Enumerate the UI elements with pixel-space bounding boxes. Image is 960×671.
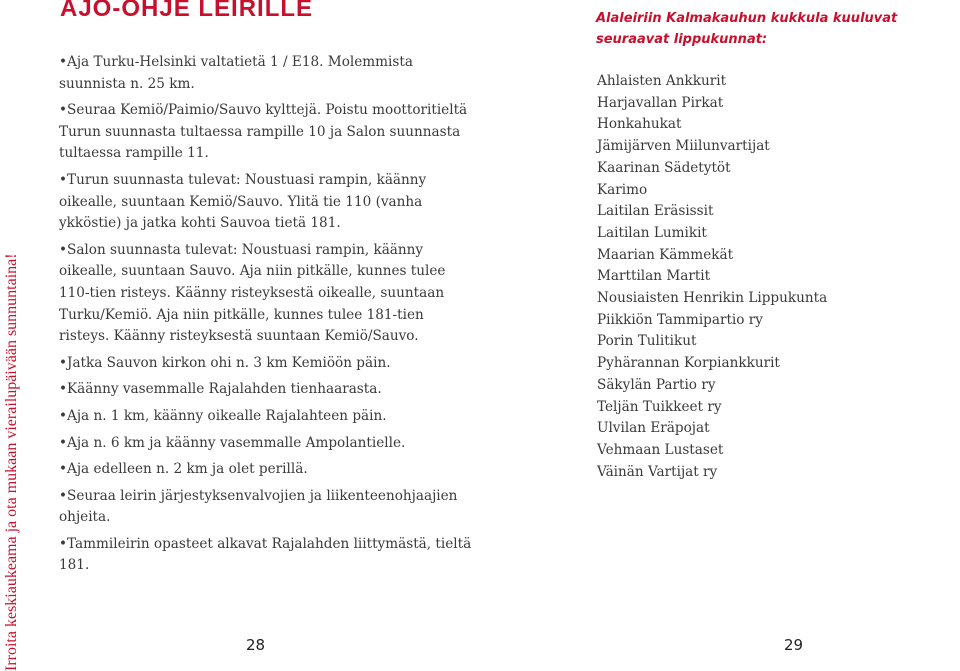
direction-text: Aja edelleen n. 2 km ja olet perillä. xyxy=(67,461,308,478)
page-number-left: 28 xyxy=(246,636,266,654)
troop-list-item: Piikkiön Tammipartio ry xyxy=(597,311,763,328)
troop-list-item: Ahlaisten Ankkurit xyxy=(597,73,727,89)
page-title: AJO-OHJE LEIRILLE xyxy=(60,0,314,22)
bullet-icon: • xyxy=(59,487,68,504)
direction-text: Aja Turku-Helsinki valtatietä 1 / E18. Molemmista suunnista n. 25 km. xyxy=(59,54,413,92)
direction-item xyxy=(55,534,475,577)
bullet-icon: • xyxy=(59,461,68,478)
direction-text: Aja n. 1 km, käänny oikealle Rajalahteen päin. xyxy=(67,407,387,424)
vertical-side-note xyxy=(2,0,22,671)
direction-text: Seuraa leirin järjestyksenvalvojien ja liikenteenohjaajien ohjeita. xyxy=(59,487,458,526)
bullet-icon: • xyxy=(59,407,68,424)
troop-list-item: Jämijärven Miilunvartijat xyxy=(597,138,770,155)
troop-list-item: Pyhärannan Korpiankkurit xyxy=(597,355,780,372)
direction-item xyxy=(55,486,475,529)
direction-text: Seuraa Kemiö/Paimio/Sauvo kylttejä. Poistu moottoritieltä Turun suunnasta tultaessa rampille 10 ja Salon suunnasta tultaessa rampille 11. xyxy=(59,102,468,162)
troop-list-item: Maarian Kämmekät xyxy=(597,246,734,263)
direction-item xyxy=(55,459,475,481)
troop-list-item: Harjavallan Pirkat xyxy=(597,94,724,111)
troop-list-item: Laitilan Eräsissit xyxy=(597,203,714,220)
direction-item xyxy=(55,240,475,348)
page-number-right: 29 xyxy=(784,636,804,654)
bullet-icon: • xyxy=(59,171,68,188)
direction-item xyxy=(55,170,475,235)
direction-text: Käänny vasemmalle Rajalahden tienhaarasta. xyxy=(67,381,382,398)
direction-item xyxy=(55,379,475,401)
direction-item xyxy=(55,52,475,95)
direction-item xyxy=(55,433,475,455)
side-note-text: Irroita keskiaukeama ja ota mukaan vierailupäivään sunnuntaina! xyxy=(3,253,20,671)
troop-list-item: Honkahukat xyxy=(597,116,682,133)
bullet-icon: • xyxy=(59,434,68,451)
troop-list-item: Väinän Vartijat ry xyxy=(597,463,718,480)
bullet-icon: • xyxy=(59,535,68,552)
troop-list-item: Karimo xyxy=(597,181,648,198)
bullet-icon: • xyxy=(59,241,68,258)
bullet-icon: • xyxy=(59,102,68,119)
direction-item xyxy=(55,100,475,165)
direction-text: Tammileirin opasteet alkavat Rajalahden liittymästä, tieltä 181. xyxy=(59,535,472,574)
troop-list-item: Laitilan Lumikit xyxy=(597,224,707,241)
bullet-icon: • xyxy=(59,354,68,371)
troops-list xyxy=(597,71,957,483)
direction-text: Jatka Sauvon kirkon ohi n. 3 km Kemiöön päin. xyxy=(67,354,391,371)
bullet-icon: • xyxy=(59,54,68,70)
troop-list-item: Nousiaisten Henrikin Lippukunta xyxy=(597,290,828,307)
direction-item xyxy=(55,353,475,375)
troop-list-item: Teljän Tuikkeet ry xyxy=(597,398,722,415)
troop-list-item: Porin Tulitikut xyxy=(597,333,697,350)
troops-heading: Alaleiriin Kalmakauhun kukkula kuuluvat seuraavat lippukunnat: xyxy=(596,11,898,47)
direction-text: Salon suunnasta tulevat: Noustuasi rampin, käänny oikealle, suuntaan Sauvo. Aja niin pitkälle, kunnes tulee 110-tien risteys. Käänny risteyksestä oikealle, suuntaan Turku/Kemiö. Aja niin pitkälle, kunnes tulee 181-tien risteys. Käänny risteyksestä suuntaan Kemiö/Sauvo. xyxy=(59,241,446,345)
direction-text: Turun suunnasta tulevat: Noustuasi rampin, käänny oikealle, suuntaan Kemiö/Sauvo. Ylitä tie 110 (vanha ykköstie) ja jatka kohti Sauvoa tietä 181. xyxy=(59,171,427,232)
troop-list-item: Vehmaan Lustaset xyxy=(597,441,724,458)
troop-list-item: Ulvilan Eräpojat xyxy=(597,420,710,437)
direction-text: Aja n. 6 km ja käänny vasemmalle Ampolantielle. xyxy=(67,434,406,451)
direction-item xyxy=(55,406,475,428)
bullet-icon: • xyxy=(59,381,68,398)
troop-list-item: Kaarinan Sädetytöt xyxy=(597,159,731,176)
troop-list-item: Marttilan Martit xyxy=(597,268,711,285)
directions-list xyxy=(55,52,475,582)
troop-list-item: Säkylän Partio ry xyxy=(597,376,716,393)
